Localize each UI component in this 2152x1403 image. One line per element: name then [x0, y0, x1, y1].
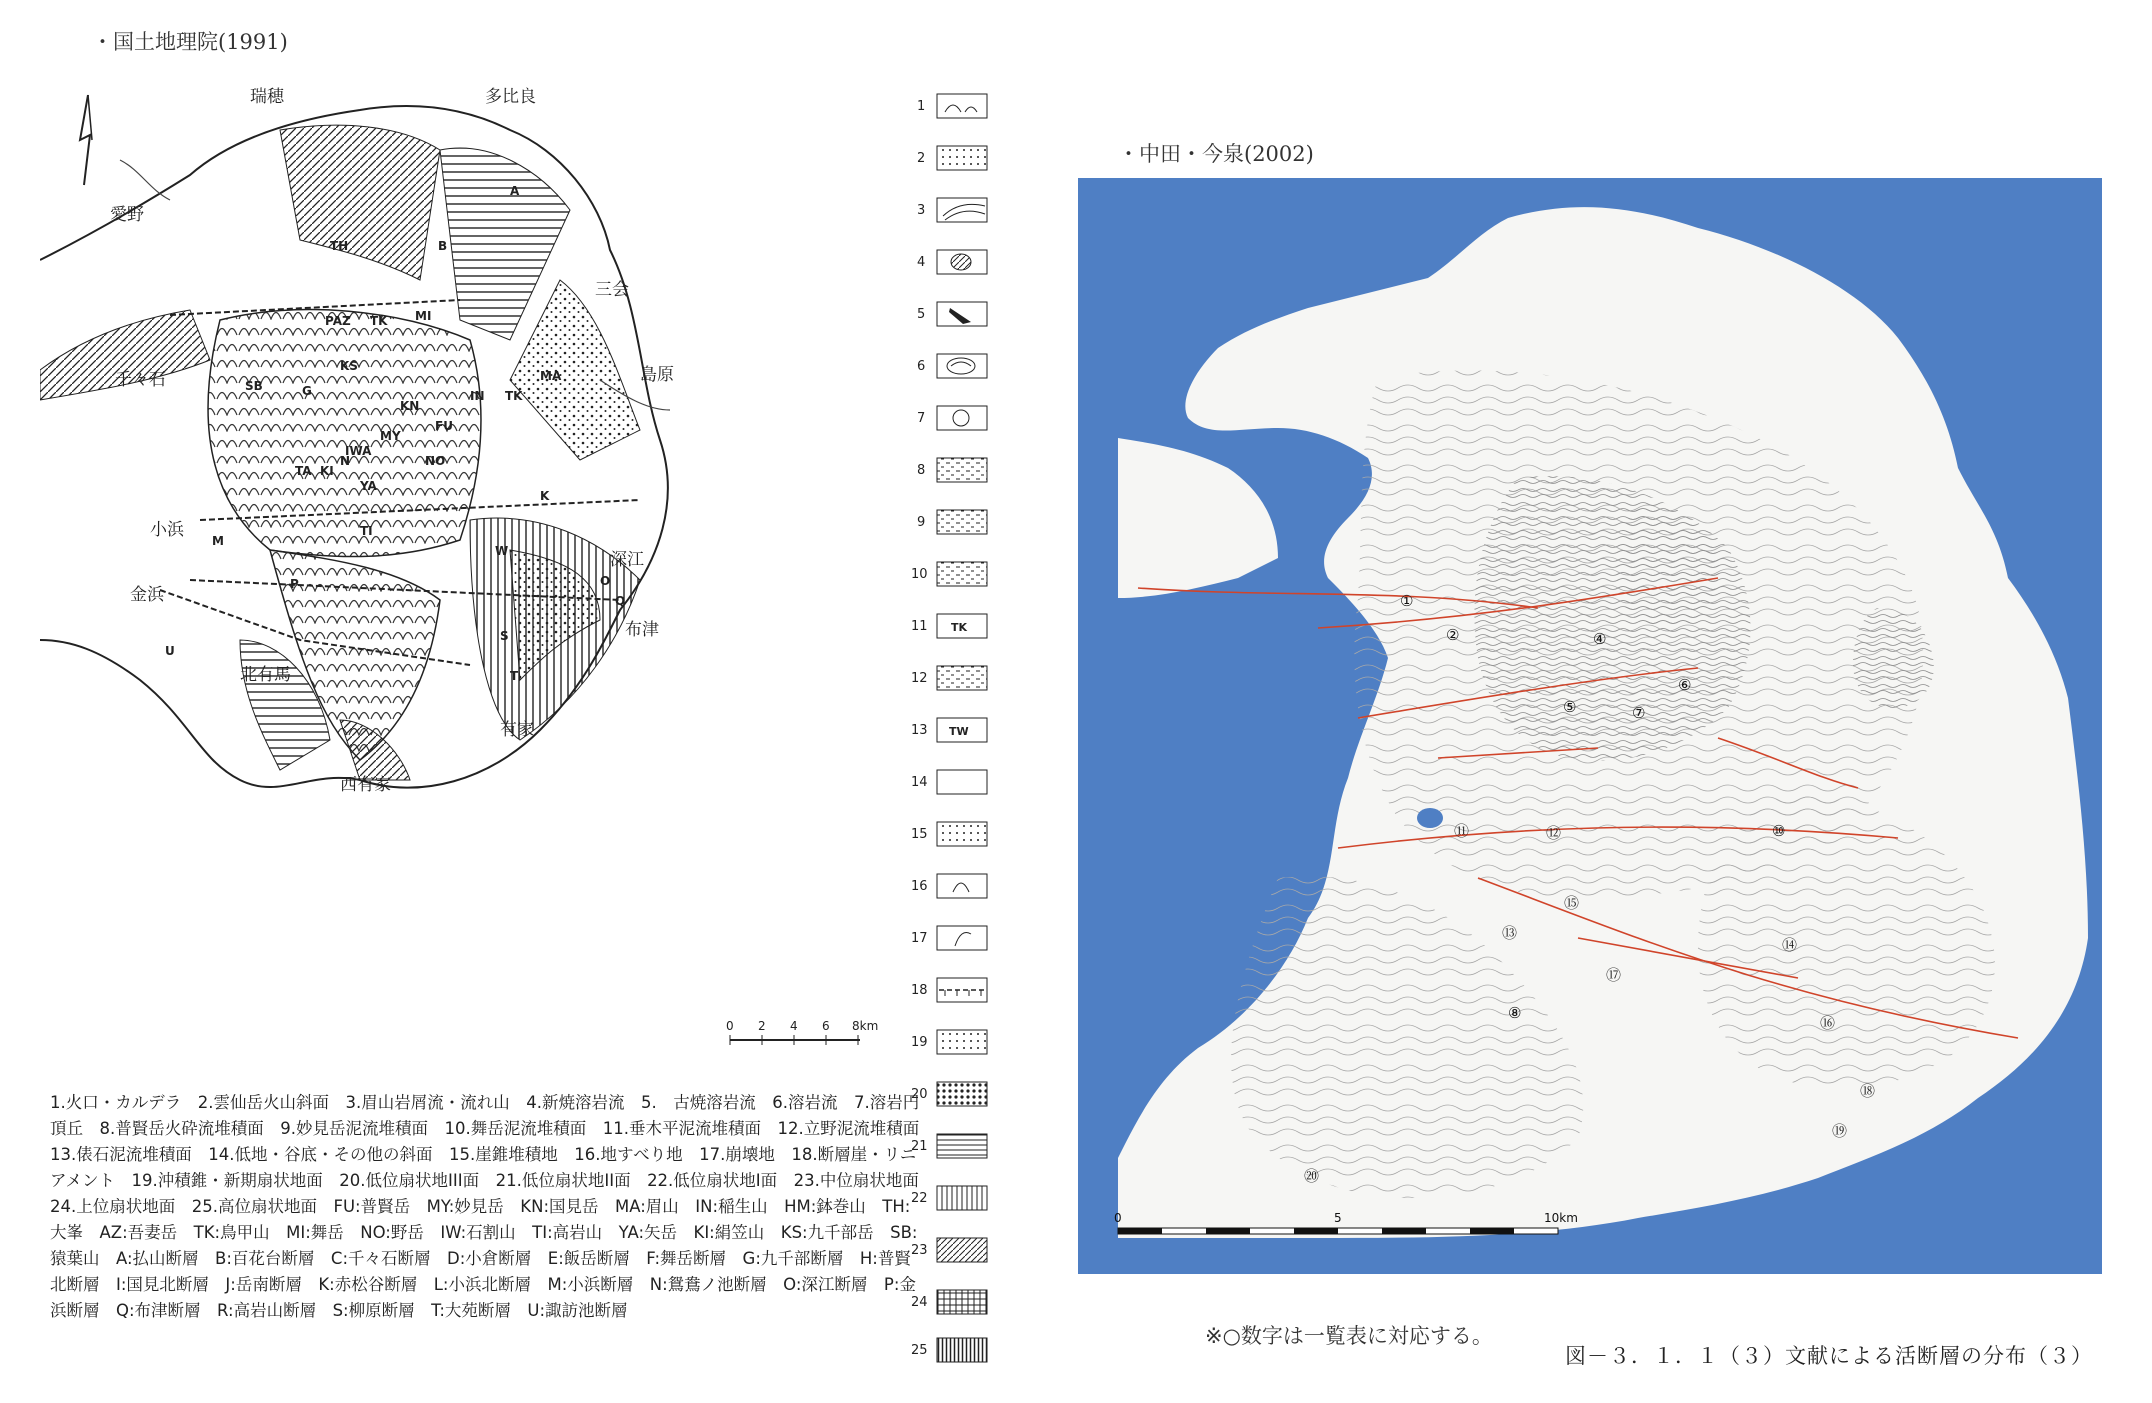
unit-label: B: [438, 239, 448, 253]
legend-number: 25: [911, 1343, 928, 1358]
unit-label: NO: [425, 454, 446, 468]
unit-label: MA: [540, 369, 562, 383]
legend-tag: TW: [949, 725, 969, 738]
fault-number: ⑳: [1304, 1167, 1320, 1185]
place-label: 西有家: [340, 775, 391, 795]
place-label: 愛野: [110, 205, 144, 225]
legend-number: 1: [917, 99, 926, 114]
fault-number: ⑬: [1502, 924, 1518, 942]
legend-row-25: [905, 1330, 995, 1370]
unit-label: A: [510, 184, 520, 198]
fault-number: ⑭: [1782, 936, 1798, 954]
unit-label: W: [495, 544, 509, 558]
unit-label: MI: [415, 309, 432, 323]
fault-number: ⑮: [1564, 894, 1580, 912]
unit-label: IN: [470, 389, 485, 403]
north-arrow-icon: [80, 95, 92, 185]
unit-label: SB: [245, 379, 263, 393]
place-label: 北有馬: [240, 665, 291, 685]
legend-number: 8: [917, 463, 926, 478]
place-label: 多比良: [485, 87, 536, 107]
fault-number: ⑯: [1820, 1014, 1836, 1032]
legend-number: 17: [911, 931, 928, 946]
legend-number: 13: [911, 723, 928, 738]
svg-text:5: 5: [1334, 1211, 1342, 1225]
fault-number: ⑲: [1832, 1122, 1848, 1140]
lake: [1417, 808, 1443, 828]
legend-number: 15: [911, 827, 928, 842]
unit-label: O: [600, 574, 611, 588]
unit-label: TA: [295, 464, 312, 478]
fault-number: ④: [1593, 630, 1607, 648]
unit-label: TK: [370, 314, 388, 328]
unit-label: TH: [330, 239, 349, 253]
place-label: 有家: [500, 720, 534, 740]
legend-number: 19: [911, 1035, 928, 1050]
unit-label: MY: [380, 429, 401, 443]
unit-label: KI: [320, 464, 334, 478]
svg-text:10km: 10km: [1544, 1211, 1578, 1225]
legend-number: 24: [911, 1295, 928, 1310]
fault-number: ①: [1400, 592, 1414, 610]
unit-label: KN: [400, 399, 420, 413]
fault-number: ⑱: [1860, 1082, 1876, 1100]
fault-number: ⑫: [1546, 824, 1562, 842]
left-geomorph-map: [40, 80, 910, 1080]
legend-number: 10: [911, 567, 928, 582]
fault-number: ⑦: [1632, 704, 1646, 722]
unit-label: FU: [435, 419, 453, 433]
unit-label: Q: [615, 594, 626, 608]
unit-label: TK: [505, 389, 523, 403]
legend-number: 7: [917, 411, 926, 426]
svg-text:4: 4: [790, 1019, 798, 1033]
place-label: 島原: [640, 365, 674, 385]
svg-text:0: 0: [1114, 1211, 1122, 1225]
legend-number: 3: [917, 203, 926, 218]
legend-number: 9: [917, 515, 926, 530]
legend-number: 2: [917, 151, 926, 166]
legend-number: 6: [917, 359, 926, 374]
legend-number: 23: [911, 1243, 928, 1258]
right-source-title: ・中田・今泉(2002): [1118, 142, 1314, 166]
legend-number: 22: [911, 1191, 928, 1206]
svg-text:2: 2: [758, 1019, 766, 1033]
legend-number: 11: [911, 619, 928, 634]
place-label: 千々石: [115, 370, 166, 390]
fault-number: ⑪: [1454, 822, 1470, 840]
legend-number: 21: [911, 1139, 928, 1154]
legend-number: 18: [911, 983, 928, 998]
legend-number: 5: [917, 307, 926, 322]
fault-number: ⑤: [1563, 698, 1577, 716]
unit-label: G: [302, 384, 312, 398]
place-label: 瑞穂: [250, 87, 284, 107]
figure-caption: 図－３．１．１（３）文献による活断層の分布（３）: [1565, 1344, 2093, 1368]
legend-number: 20: [911, 1087, 928, 1102]
fault-number: ⑰: [1606, 966, 1622, 984]
place-label: 金浜: [130, 585, 164, 605]
unit-label: N: [340, 454, 351, 468]
unit-label: IWA: [345, 444, 372, 458]
legend-number: 12: [911, 671, 928, 686]
unit-label: S: [500, 629, 509, 643]
place-label: 深江: [610, 550, 644, 570]
unit-label: T: [510, 669, 519, 683]
legend-number: 16: [911, 879, 928, 894]
legend-tag: TK: [951, 621, 968, 634]
legend-number: 14: [911, 775, 928, 790]
fault-number: ②: [1446, 626, 1460, 644]
footnote: ※○数字は一覧表に対応する。: [1205, 1324, 1493, 1348]
unit-label: M: [212, 534, 224, 548]
fault-number: ⑩: [1772, 822, 1786, 840]
unit-label: YA: [360, 479, 377, 493]
right-fault-map: [1078, 178, 2102, 1274]
unit-label: PAZ: [325, 314, 351, 328]
svg-text:6: 6: [822, 1019, 830, 1033]
left-legend-description: 1.火口・カルデラ 2.雲仙岳火山斜面 3.眉山岩屑流・流れ山 4.新焼溶岩流 5. 古焼溶岩流 6.溶岩流 7.溶岩円頂丘 8.普賢岳火砕流堆積面 9.妙見岳泥流堆積面 10.舞岳泥流堆積面 11.垂木平泥流堆積面 12.立野泥流堆積面 13.俵石泥流堆積面 14.低地・谷底・その他の斜面 15.崖錐堆積地 16.地すべり地 17.崩壊地 18.断層崖・リニアメント 19.沖積錐・新期扇状地面 20.低位扇状地III面 21.低位扇状地II面 22.低位扇状地I面 23.中位扇状地面 24.上位扇状地面 25.高位扇状地面 FU:普賢岳 MY:妙見岳 KN:国見岳 MA:眉山 IN:稲生山 HM:鉢巻山 TH:大峯 AZ:吾妻岳 TK:鳥甲山 MI:舞岳 NO:野岳 IW:石割山 TI:高岩山 YA:矢岳 KI:絹笠山 KS:九千部岳 SB:猿葉山 A:払山断層 B:百花台断層 C:千々石断層 D:小倉断層 E:飯岳断層 F:舞岳断層 G:九千部断層 H:普賢北断層 I:国見北断層 J:岳南断層 K:赤松谷断層 L:小浜北断層 M:小浜断層 N:鴛鴦ノ池断層 O:深江断層 P:金浜断層 Q:布津断層 R:高岩山断層 S:柳原断層 T:大苑断層 U:諏訪池断層: [50, 1093, 936, 1320]
unit-label: P: [290, 577, 299, 591]
place-label: 小浜: [150, 520, 184, 540]
unit-label: KS: [340, 359, 358, 373]
legend-number: 4: [917, 255, 926, 270]
unit-label: TI: [360, 524, 373, 538]
svg-text:0: 0: [726, 1019, 734, 1033]
place-label: 布津: [625, 620, 659, 640]
left-source-title: ・国土地理院(1991): [92, 30, 288, 54]
place-label: 三会: [595, 280, 629, 300]
left-scale-bar: [726, 1019, 878, 1045]
unit-label: U: [165, 644, 175, 658]
fault-number: ⑥: [1678, 676, 1692, 694]
svg-text:8km: 8km: [852, 1019, 879, 1033]
unit-label: K: [540, 489, 550, 503]
fault-number: ⑧: [1508, 1004, 1522, 1022]
